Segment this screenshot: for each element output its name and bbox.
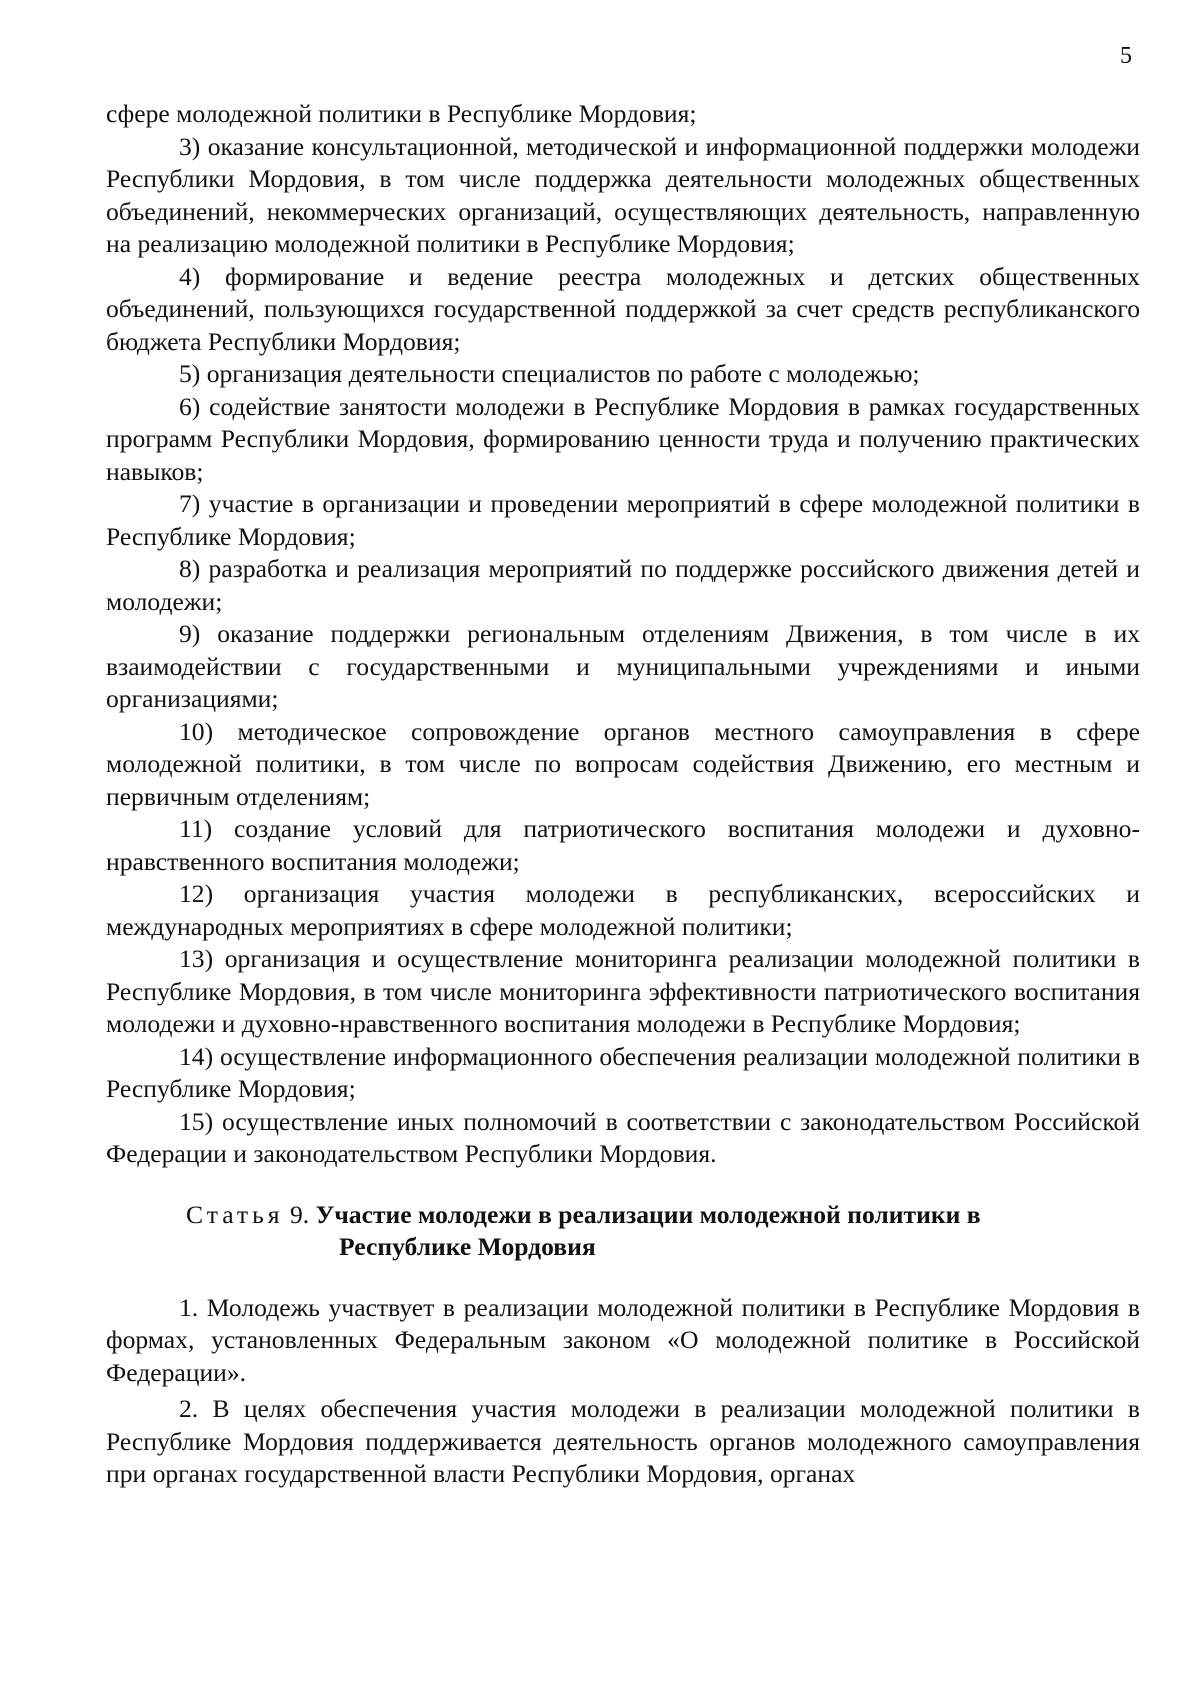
article-paragraph-2: 2. В целях обеспечения участия молодежи в реализации молодежной политики в Республике Мордовия поддерживается деятельность органов молодежного самоуправления при органах государственной власти Республики Мордовия, органах bbox=[106, 1394, 1140, 1488]
article-title-line1: Участие молодежи в реализации молодежной политики в bbox=[315, 1199, 981, 1229]
list-item-13: 13) организация и осуществление мониторинга реализации молодежной политики в Республике Мордовия, в том числе мониторинга эффективности патриотического воспитания молодежи и духовно-нравственного воспитания молодежи в Республике Мордовия; bbox=[106, 944, 1140, 1038]
page-number: 5 bbox=[1120, 43, 1132, 69]
article-number: 9. bbox=[289, 1199, 310, 1229]
list-item-11: 11) создание условий для патриотического воспитания молодежи и духовно-нравственного воспитания молодежи; bbox=[106, 814, 1140, 876]
document-body bbox=[106, 98, 1140, 1491]
list-item-10: 10) методическое сопровождение органов местного самоуправления в сфере молодежной политики, в том числе по вопросам содействия Движению, его местным и первичным отделениям; bbox=[106, 716, 1140, 811]
article-heading bbox=[106, 1199, 1140, 1264]
list-item-4: 4) формирование и ведение реестра молодежных и детских общественных объединений, пользующихся государственной поддержкой за счет средств республиканского бюджета Республики Мордовия; bbox=[106, 261, 1140, 356]
list-item-7: 7) участие в организации и проведении мероприятий в сфере молодежной политики в Республике Мордовия; bbox=[106, 489, 1140, 551]
article-title-line2: Республике Мордовия bbox=[339, 1232, 596, 1261]
paragraph: сфере молодежной политики в Республике Мордовия; bbox=[106, 99, 697, 128]
article-paragraph-1: 1. Молодежь участвует в реализации молодежной политики в Республике Мордовия в формах, установленных Федеральным законом «О молодежной политике в Российской Федерации». bbox=[106, 1292, 1140, 1387]
list-item-14: 14) осуществление информационного обеспечения реализации молодежной политики в Республике Мордовия; bbox=[106, 1041, 1140, 1103]
list-item-12: 12) организация участия молодежи в республиканских, всероссийских и международных мероприятиях в сфере молодежной политики; bbox=[106, 879, 1140, 941]
list-item-6: 6) содействие занятости молодежи в Республике Мордовия в рамках государственных программ Республики Мордовия, формированию ценности труда и получению практических навыков; bbox=[106, 391, 1140, 486]
list-item-15: 15) осуществление иных полномочий в соответствии с законодательством Российской Федерации и законодательством Республики Мордовия. bbox=[106, 1106, 1140, 1168]
list-item-5: 5) организация деятельности специалистов по работе с молодежью; bbox=[179, 359, 920, 388]
list-item-3: 3) оказание консультационной, методической и информационной поддержки молодежи Республики Мордовия, в том числе поддержка деятельности молодежных общественных объединений, некоммерческих организаций, осуществляющих деятельность, направленную на реализацию молодежной политики в Республике Мордовия; bbox=[106, 131, 1140, 258]
list-item-9: 9) оказание поддержки региональным отделениям Движения, в том числе в их взаимодействии с государственными и муниципальными учреждениями и иными организациями; bbox=[106, 619, 1140, 713]
list-item-8: 8) разработка и реализация мероприятий по поддержке российского движения детей и молодежи; bbox=[106, 554, 1140, 616]
article-label: Статья bbox=[186, 1199, 284, 1229]
